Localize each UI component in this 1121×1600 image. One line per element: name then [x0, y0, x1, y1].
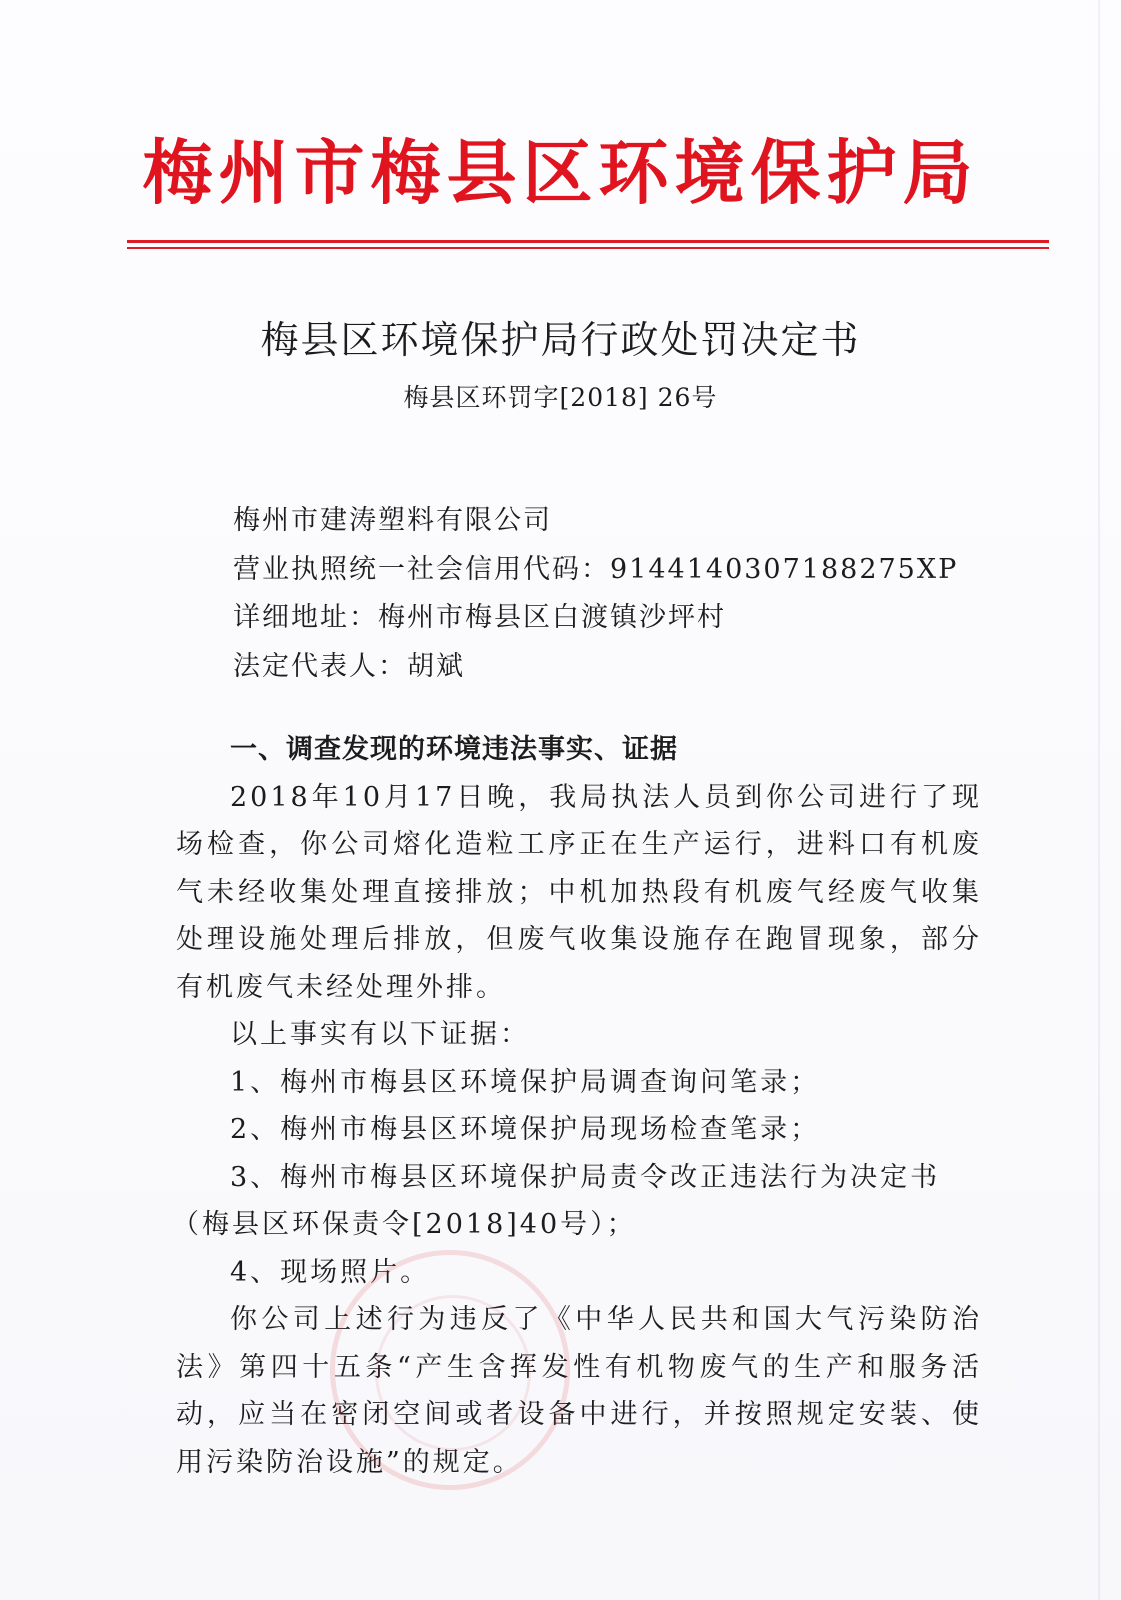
evidence-item: 2、梅州市梅县区环境保护局现场检查笔录； [230, 1114, 821, 1145]
evidence-item: 3、梅州市梅县区环境保护局责令改正违法行为决定书 [230, 1161, 941, 1193]
section-heading: 一、调查发现的环境违法事实、证据 [230, 734, 678, 765]
company-name: 梅州市建涛塑料有限公司 [233, 505, 552, 536]
document-title: 梅县区环境保护局行政处罚决定书 [260, 318, 861, 362]
evidence-item-continued: （梅县区环保责令[2018]40号）； [172, 1209, 637, 1240]
facts-paragraph: 2018年10月17日晚，我局执法人员到你公司进行了现场检查，你公司熔化造粒工序正在生产运行，进料口有机废气未经收集处理直接排放；中机加热段有机废气经废气收集处理设施处理后排放，但废气收集设施存在跑冒现象，部分有机废气未经处理外排。 [176, 781, 982, 1003]
address: 详细地址：梅州市梅县区白渡镇沙坪村 [233, 602, 726, 633]
agency-letterhead: 梅州市梅县区环境保护局 [142, 132, 979, 214]
document-number: 梅县区环罚字[2018] 26号 [403, 383, 718, 412]
evidence-item: 4、现场照片。 [230, 1256, 431, 1288]
evidence-intro: 以上事实有以下证据： [230, 1019, 530, 1050]
credit-code: 营业执照统一社会信用代码：9144140307188275XP [233, 553, 959, 585]
letterhead-rule-thin [127, 247, 1049, 249]
violation-paragraph: 你公司上述行为违反了《中华人民共和国大气污染防治法》第四十五条“产生含挥发性有机物废气的生产和服务活动，应当在密闭空间或者设备中进行，并按照规定安装、使用污染防治设施”的规定。 [176, 1304, 982, 1478]
decision-body [172, 726, 982, 1486]
page-edge [1098, 0, 1100, 1600]
party-info [233, 497, 958, 691]
legal-representative: 法定代表人：胡斌 [233, 650, 465, 682]
letterhead-rule-thick [127, 240, 1049, 243]
evidence-item: 1、梅州市梅县区环境保护局调查询问笔录； [230, 1066, 821, 1098]
